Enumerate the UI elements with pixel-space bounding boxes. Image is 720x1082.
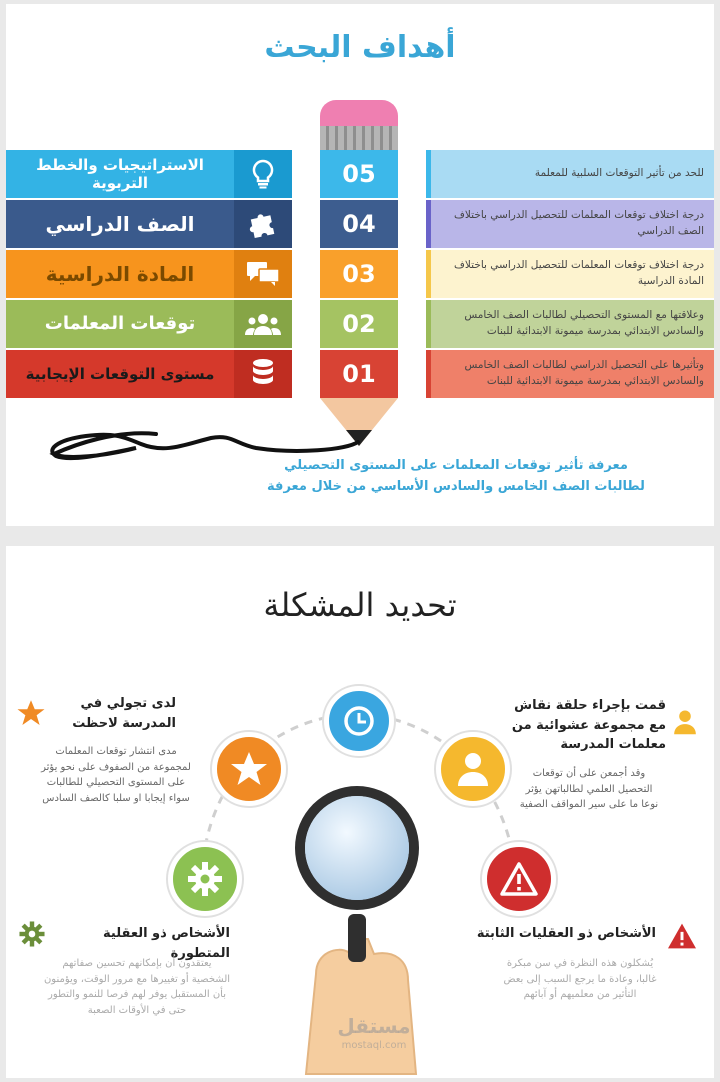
right-item-text: درجة اختلاف توقعات المعلمات للتحصيل الدراسي باختلاف الصف الدراسي: [454, 209, 704, 237]
pencil-eraser: [320, 100, 398, 126]
chat-bubbles-icon: [234, 250, 292, 298]
user-icon: [436, 732, 510, 806]
left-item-label: الصف الدراسي: [6, 200, 234, 248]
left-item-label: مستوى التوقعات الإيجابية: [6, 350, 234, 398]
pencil-ferrule: [320, 126, 398, 150]
number-04: 04: [320, 200, 398, 248]
number-01: 01: [320, 350, 398, 398]
watermark-logo: مستقل: [337, 1014, 411, 1038]
right-item-3: [426, 250, 714, 298]
gear-small-icon: [18, 920, 46, 952]
slide-title: تحديد المشكلة: [263, 586, 457, 624]
number-03: 03: [320, 250, 398, 298]
left-item-strategies: [6, 150, 292, 198]
top-left-body: مدى انتشار توقعات المعلمات لمجموعة من الصفوف على نحو يؤثر على المستوى التحصيلي للطالبات سواء إيجابا او سلبا كالصف السادس: [41, 746, 191, 804]
left-item-subject: [6, 250, 292, 298]
warning-icon: [482, 842, 556, 916]
bottom-right-heading: الأشخاص ذو العقليات الثابتة: [476, 926, 656, 941]
right-item-text: وتأثيرها على التحصيل الدراسي لطالبات الصف الخامس والسادس الابتدائي بمدرسة ميمونة الابتدائية للبنات: [464, 359, 704, 387]
bottom-left-heading: الأشخاص ذو العقلية المتطورة: [103, 926, 230, 961]
right-item-bar: [426, 200, 431, 248]
number-05: 05: [320, 150, 398, 198]
left-item-label: توقعات المعلمات: [6, 300, 234, 348]
left-item-positive-level: [6, 350, 292, 398]
user-small-icon: [672, 708, 698, 740]
right-item-bar: [426, 150, 431, 198]
right-item-text: للحد من تأثير التوقعات السلبية للمعلمة: [534, 167, 704, 180]
right-item-bar: [426, 300, 431, 348]
watermark-url: mostaql.com: [341, 1040, 407, 1051]
right-item-5: [426, 350, 714, 398]
database-icon: [234, 350, 292, 398]
top-left-heading: لدى تجولي في المدرسة لاحظت: [72, 696, 176, 731]
right-item-text: درجة اختلاف توقعات المعلمات للتحصيل الدراسي باختلاف المادة الدراسية: [454, 259, 704, 287]
left-item-expectations: [6, 300, 292, 348]
star-icon: [212, 732, 286, 806]
slide-title: أهداف البحث: [264, 30, 456, 65]
right-item-text: وعلاقتها مع المستوى التحصيلي لطالبات الصف الخامس والسادس الابتدائي بمدرسة ميمونة الابتدائية للبنات: [464, 309, 704, 337]
group-icon: [234, 300, 292, 348]
bottom-left-body: يعتقدون أن بإمكانهم تحسين صفاتهم الشخصية أو تغييرها مع مرور الوقت، ويؤمنون بأن المستقبل يوفر لهم فرصا للنمو والتطور حتى في الأوقات الصعبة: [43, 958, 231, 1016]
puzzle-icon: [234, 200, 292, 248]
left-item-label: الاستراتيجيات والخطط التربوية: [6, 150, 234, 198]
right-item-2: [426, 200, 714, 248]
lightbulb-icon: [234, 150, 292, 198]
warning-small-icon: [666, 922, 698, 954]
slide-problem-definition: [6, 546, 714, 1078]
right-item-4: [426, 300, 714, 348]
left-item-label: المادة الدراسية: [6, 250, 234, 298]
right-item-1: [426, 150, 714, 198]
number-02: 02: [320, 300, 398, 348]
left-item-grade: [6, 200, 292, 248]
right-item-bar: [426, 350, 431, 398]
clock-icon: [324, 686, 394, 756]
slide-research-goals: [6, 4, 714, 526]
right-item-bar: [426, 250, 431, 298]
gear-icon: [168, 842, 242, 916]
star-small-icon: [16, 698, 46, 732]
top-right-body: وقد أجمعن على أن توقعات التحصيل العلمي لطالباتهن يؤثر نوعا ما على سير المواقف الصفية: [519, 768, 659, 810]
top-right-heading: قمت بإجراء حلقة نقاش مع مجموعة عشوائية من معلمات المدرسة: [511, 698, 666, 752]
bottom-right-body: يُشكلون هذه النظرة في سن مبكرة غالبا، وعادة ما يرجع السبب إلى بعض التأثير من معلميهم أو آبائهم: [503, 958, 657, 1000]
goal-text: معرفة تأثير توقعات المعلمات على المستوى التحصيلي لطالبات الصف الخامس والسادس الأساسي من خلال معرفة: [267, 458, 645, 494]
